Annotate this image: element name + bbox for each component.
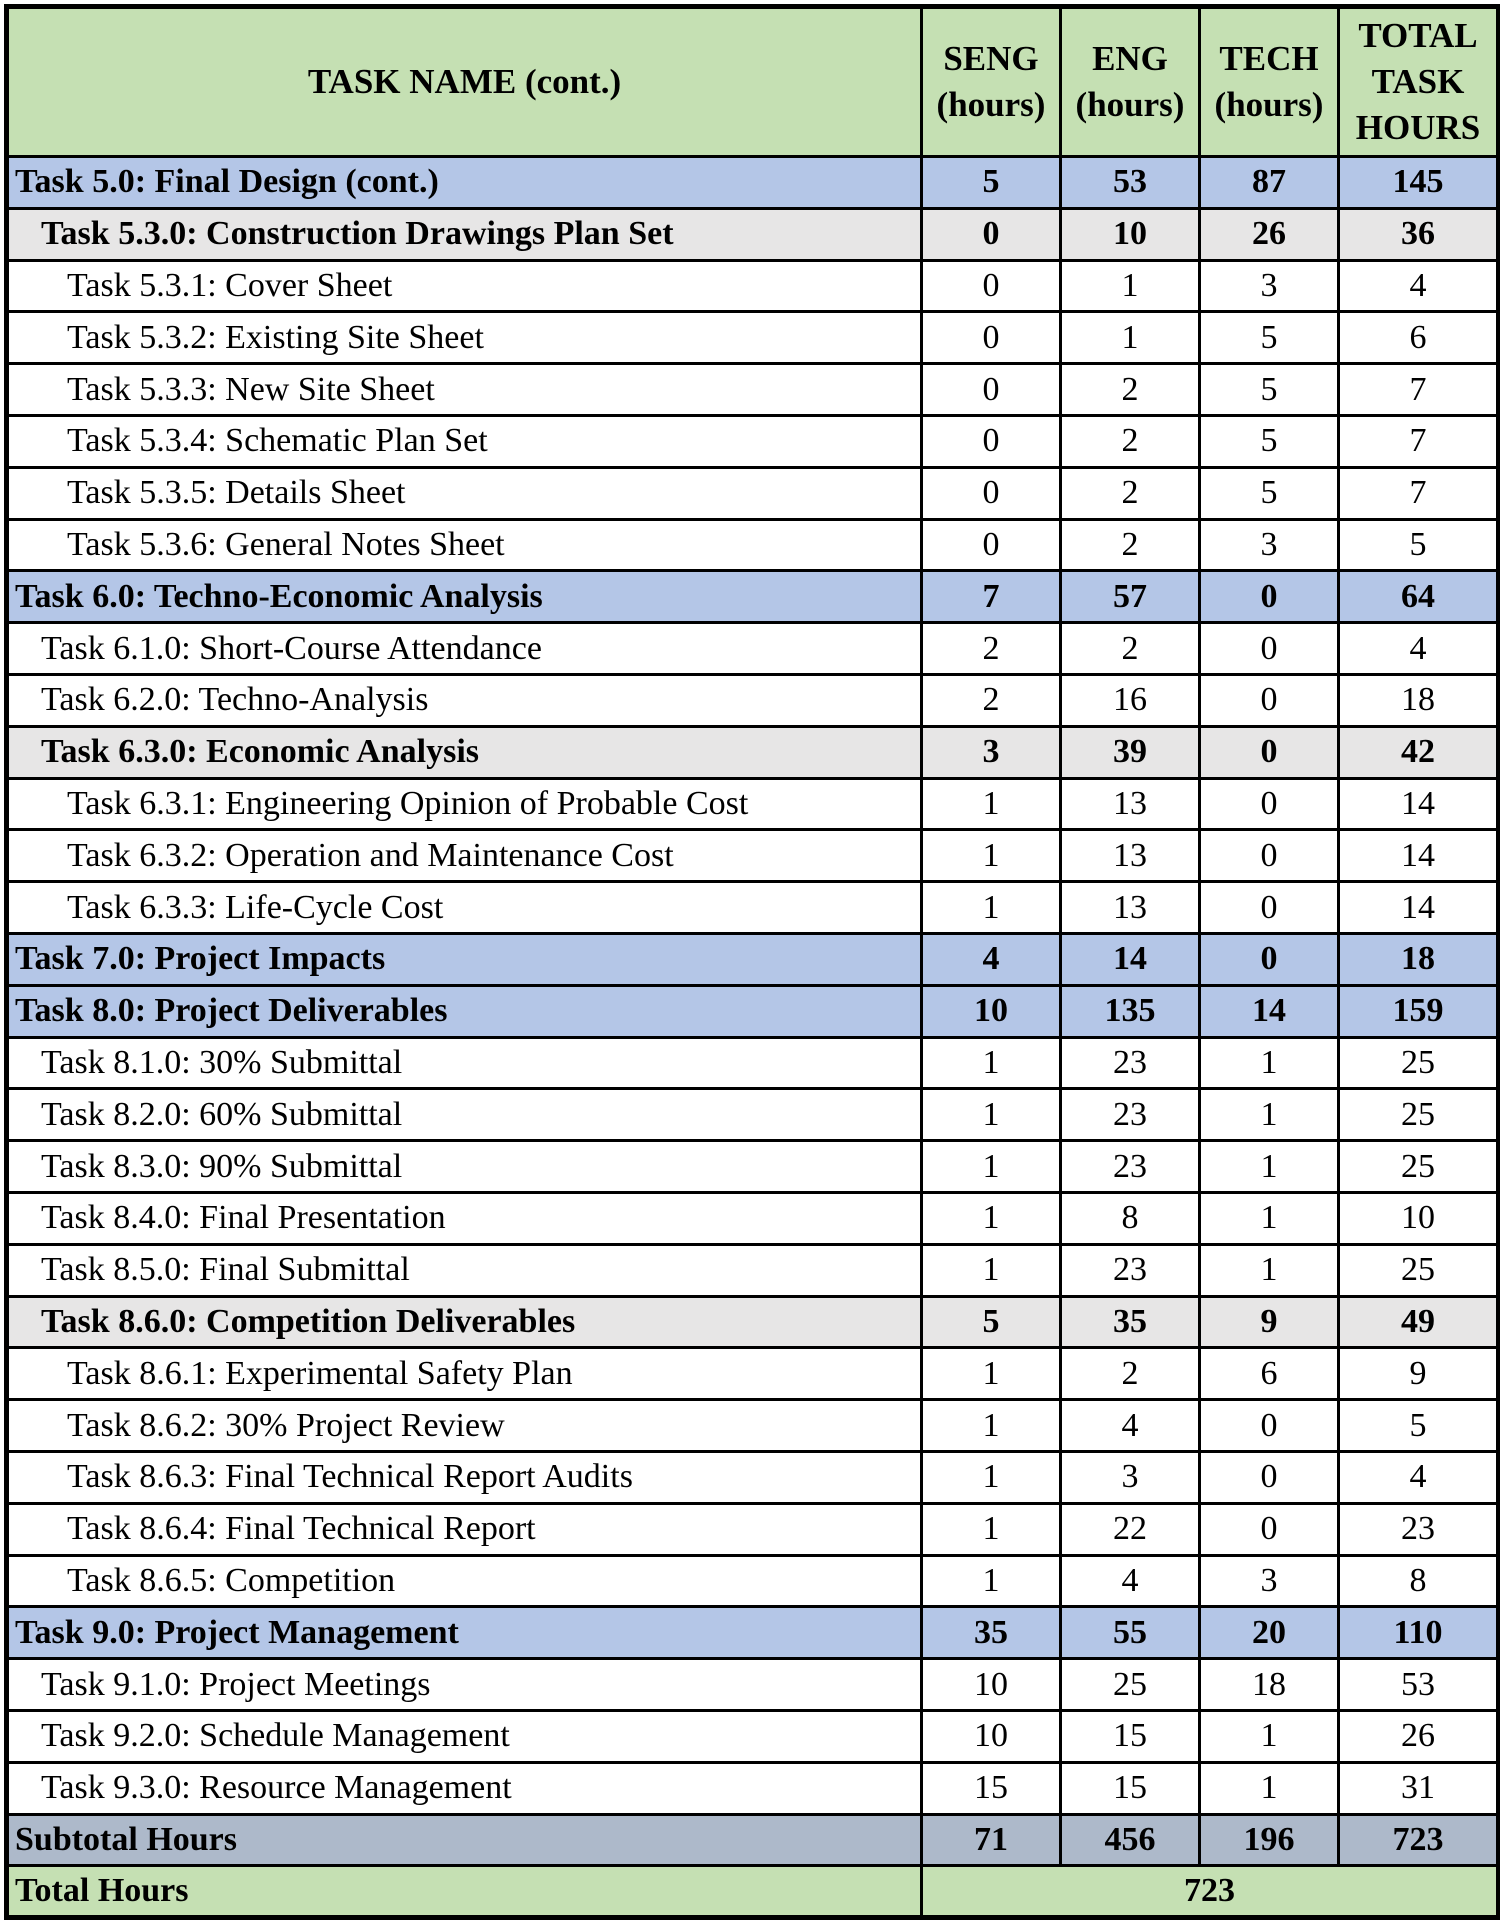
tech-hours-cell: 1: [1200, 1244, 1339, 1296]
seng-hours-cell: 1: [922, 1089, 1061, 1141]
tech-hours-cell: 18: [1200, 1659, 1339, 1711]
subtotal-row: [7, 1814, 1499, 1866]
tech-hours-cell: 5: [1200, 415, 1339, 467]
task-name-cell: Task 7.0: Project Impacts: [7, 933, 922, 985]
table-row: [7, 1451, 1499, 1503]
table-row: [7, 1710, 1499, 1762]
tech-hours-cell: 0: [1200, 1400, 1339, 1452]
task-name-cell: Task 8.4.0: Final Presentation: [7, 1192, 922, 1244]
seng-hours-cell: 1: [922, 778, 1061, 830]
header-row: [7, 7, 1499, 157]
total-hours-cell: 5: [1339, 519, 1499, 571]
tech-hours-cell: 5: [1200, 467, 1339, 519]
eng-hours-cell: 1: [1061, 312, 1200, 364]
header-tech: TECH (hours): [1200, 7, 1339, 157]
subtotal-total: 723: [1339, 1814, 1499, 1866]
total-hours-cell: 110: [1339, 1607, 1499, 1659]
total-hours-cell: 9: [1339, 1348, 1499, 1400]
eng-hours-cell: 135: [1061, 985, 1200, 1037]
task-name-cell: Task 5.3.4: Schematic Plan Set: [7, 415, 922, 467]
total-hours-cell: 6: [1339, 312, 1499, 364]
task-name-cell: Task 8.6.3: Final Technical Report Audits: [7, 1451, 922, 1503]
total-hours-cell: 25: [1339, 1141, 1499, 1193]
seng-hours-cell: 2: [922, 623, 1061, 675]
task-name-cell: Task 8.6.4: Final Technical Report: [7, 1503, 922, 1555]
seng-hours-cell: 0: [922, 312, 1061, 364]
eng-hours-cell: 14: [1061, 933, 1200, 985]
task-name-cell: Task 6.3.3: Life-Cycle Cost: [7, 882, 922, 934]
seng-hours-cell: 1: [922, 1192, 1061, 1244]
total-hours-cell: 4: [1339, 260, 1499, 312]
total-hours-cell: 18: [1339, 674, 1499, 726]
total-hours-cell: 14: [1339, 830, 1499, 882]
eng-hours-cell: 3: [1061, 1451, 1200, 1503]
total-hours-cell: 25: [1339, 1244, 1499, 1296]
seng-hours-cell: 1: [922, 1244, 1061, 1296]
eng-hours-cell: 2: [1061, 415, 1200, 467]
subtask-row: [7, 208, 1499, 260]
eng-hours-cell: 2: [1061, 1348, 1200, 1400]
table-row: [7, 467, 1499, 519]
eng-hours-cell: 13: [1061, 882, 1200, 934]
task-row: [7, 571, 1499, 623]
total-hours-cell: 10: [1339, 1192, 1499, 1244]
total-hours-cell: 159: [1339, 985, 1499, 1037]
eng-hours-cell: 23: [1061, 1037, 1200, 1089]
eng-hours-cell: 2: [1061, 364, 1200, 416]
seng-hours-cell: 5: [922, 1296, 1061, 1348]
seng-hours-cell: 10: [922, 1710, 1061, 1762]
eng-hours-cell: 23: [1061, 1244, 1200, 1296]
seng-hours-cell: 0: [922, 415, 1061, 467]
total-hours-cell: 42: [1339, 726, 1499, 778]
eng-hours-cell: 35: [1061, 1296, 1200, 1348]
task-name-cell: Task 5.3.5: Details Sheet: [7, 467, 922, 519]
subtotal-seng: 71: [922, 1814, 1061, 1866]
seng-hours-cell: 7: [922, 571, 1061, 623]
task-hours-table: [4, 4, 1500, 1920]
seng-hours-cell: 3: [922, 726, 1061, 778]
eng-hours-cell: 1: [1061, 260, 1200, 312]
seng-hours-cell: 0: [922, 519, 1061, 571]
eng-hours-cell: 2: [1061, 467, 1200, 519]
task-row: [7, 933, 1499, 985]
task-name-cell: Task 8.6.5: Competition: [7, 1555, 922, 1607]
table-row: [7, 1555, 1499, 1607]
seng-hours-cell: 1: [922, 1400, 1061, 1452]
eng-hours-cell: 15: [1061, 1762, 1200, 1814]
total-hours-cell: 7: [1339, 467, 1499, 519]
eng-hours-cell: 15: [1061, 1710, 1200, 1762]
seng-hours-cell: 0: [922, 364, 1061, 416]
task-name-cell: Task 8.1.0: 30% Submittal: [7, 1037, 922, 1089]
tech-hours-cell: 9: [1200, 1296, 1339, 1348]
eng-hours-cell: 55: [1061, 1607, 1200, 1659]
tech-hours-cell: 0: [1200, 1451, 1339, 1503]
table-row: [7, 623, 1499, 675]
eng-hours-cell: 13: [1061, 830, 1200, 882]
table-row: [7, 1762, 1499, 1814]
header-task-name: TASK NAME (cont.): [7, 7, 922, 157]
total-hours-cell: 14: [1339, 882, 1499, 934]
eng-hours-cell: 53: [1061, 157, 1200, 209]
tech-hours-cell: 0: [1200, 623, 1339, 675]
tech-hours-cell: 3: [1200, 260, 1339, 312]
task-name-cell: Task 5.3.3: New Site Sheet: [7, 364, 922, 416]
tech-hours-cell: 1: [1200, 1192, 1339, 1244]
seng-hours-cell: 1: [922, 1348, 1061, 1400]
task-name-cell: Task 5.3.1: Cover Sheet: [7, 260, 922, 312]
task-name-cell: Task 5.3.0: Construction Drawings Plan Set: [7, 208, 922, 260]
total-hours-cell: 53: [1339, 1659, 1499, 1711]
table-row: [7, 1348, 1499, 1400]
tech-hours-cell: 3: [1200, 519, 1339, 571]
table-row: [7, 1244, 1499, 1296]
seng-hours-cell: 1: [922, 1555, 1061, 1607]
tech-hours-cell: 1: [1200, 1710, 1339, 1762]
task-name-cell: Task 8.5.0: Final Submittal: [7, 1244, 922, 1296]
eng-hours-cell: 4: [1061, 1400, 1200, 1452]
table-row: [7, 415, 1499, 467]
task-rows: [7, 157, 1499, 1815]
tech-hours-cell: 5: [1200, 364, 1339, 416]
eng-hours-cell: 2: [1061, 623, 1200, 675]
eng-hours-cell: 16: [1061, 674, 1200, 726]
total-hours-cell: 31: [1339, 1762, 1499, 1814]
seng-hours-cell: 1: [922, 1037, 1061, 1089]
task-name-cell: Task 9.2.0: Schedule Management: [7, 1710, 922, 1762]
task-name-cell: Task 8.6.2: 30% Project Review: [7, 1400, 922, 1452]
total-value: 723: [922, 1866, 1499, 1918]
table-row: [7, 674, 1499, 726]
seng-hours-cell: 5: [922, 157, 1061, 209]
total-hours-cell: 14: [1339, 778, 1499, 830]
total-hours-cell: 26: [1339, 1710, 1499, 1762]
tech-hours-cell: 1: [1200, 1141, 1339, 1193]
tech-hours-cell: 3: [1200, 1555, 1339, 1607]
eng-hours-cell: 4: [1061, 1555, 1200, 1607]
tech-hours-cell: 1: [1200, 1762, 1339, 1814]
tech-hours-cell: 0: [1200, 882, 1339, 934]
eng-hours-cell: 39: [1061, 726, 1200, 778]
eng-hours-cell: 8: [1061, 1192, 1200, 1244]
eng-hours-cell: 10: [1061, 208, 1200, 260]
task-name-cell: Task 8.3.0: 90% Submittal: [7, 1141, 922, 1193]
seng-hours-cell: 1: [922, 830, 1061, 882]
task-name-cell: Task 5.0: Final Design (cont.): [7, 157, 922, 209]
total-hours-cell: 8: [1339, 1555, 1499, 1607]
eng-hours-cell: 25: [1061, 1659, 1200, 1711]
total-row: [7, 1866, 1499, 1918]
tech-hours-cell: 6: [1200, 1348, 1339, 1400]
subtask-row: [7, 1296, 1499, 1348]
tech-hours-cell: 1: [1200, 1037, 1339, 1089]
seng-hours-cell: 10: [922, 985, 1061, 1037]
total-hours-cell: 145: [1339, 157, 1499, 209]
table-row: [7, 1659, 1499, 1711]
seng-hours-cell: 10: [922, 1659, 1061, 1711]
task-name-cell: Task 9.0: Project Management: [7, 1607, 922, 1659]
total-hours-cell: 49: [1339, 1296, 1499, 1348]
task-name-cell: Task 6.3.1: Engineering Opinion of Probable Cost: [7, 778, 922, 830]
total-hours-cell: 18: [1339, 933, 1499, 985]
table-row: [7, 830, 1499, 882]
eng-hours-cell: 22: [1061, 1503, 1200, 1555]
total-hours-cell: 4: [1339, 623, 1499, 675]
header-eng: ENG (hours): [1061, 7, 1200, 157]
header-total-task-hours: TOTAL TASK HOURS: [1339, 7, 1499, 157]
seng-hours-cell: 0: [922, 467, 1061, 519]
table-row: [7, 1192, 1499, 1244]
table-row: [7, 1089, 1499, 1141]
task-name-cell: Task 8.6.1: Experimental Safety Plan: [7, 1348, 922, 1400]
tech-hours-cell: 0: [1200, 778, 1339, 830]
tech-hours-cell: 0: [1200, 1503, 1339, 1555]
seng-hours-cell: 1: [922, 1503, 1061, 1555]
task-row: [7, 985, 1499, 1037]
seng-hours-cell: 1: [922, 1451, 1061, 1503]
tech-hours-cell: 14: [1200, 985, 1339, 1037]
task-name-cell: Task 9.3.0: Resource Management: [7, 1762, 922, 1814]
task-name-cell: Task 8.0: Project Deliverables: [7, 985, 922, 1037]
task-row: [7, 157, 1499, 209]
task-name-cell: Task 6.0: Techno-Economic Analysis: [7, 571, 922, 623]
total-hours-cell: 25: [1339, 1037, 1499, 1089]
task-name-cell: Task 6.3.2: Operation and Maintenance Cost: [7, 830, 922, 882]
table-row: [7, 882, 1499, 934]
task-row: [7, 1607, 1499, 1659]
table-row: [7, 364, 1499, 416]
tech-hours-cell: 26: [1200, 208, 1339, 260]
table-row: [7, 1037, 1499, 1089]
total-hours-cell: 36: [1339, 208, 1499, 260]
total-hours-cell: 4: [1339, 1451, 1499, 1503]
tech-hours-cell: 87: [1200, 157, 1339, 209]
seng-hours-cell: 1: [922, 1141, 1061, 1193]
header-seng: SENG (hours): [922, 7, 1061, 157]
tech-hours-cell: 0: [1200, 726, 1339, 778]
tech-hours-cell: 0: [1200, 571, 1339, 623]
subtask-row: [7, 726, 1499, 778]
seng-hours-cell: 4: [922, 933, 1061, 985]
seng-hours-cell: 1: [922, 882, 1061, 934]
task-name-cell: Task 6.2.0: Techno-Analysis: [7, 674, 922, 726]
total-hours-cell: 64: [1339, 571, 1499, 623]
total-hours-cell: 7: [1339, 364, 1499, 416]
table-row: [7, 1503, 1499, 1555]
task-name-cell: Task 5.3.6: General Notes Sheet: [7, 519, 922, 571]
table-row: [7, 312, 1499, 364]
subtotal-tech: 196: [1200, 1814, 1339, 1866]
seng-hours-cell: 2: [922, 674, 1061, 726]
total-hours-cell: 23: [1339, 1503, 1499, 1555]
table-row: [7, 519, 1499, 571]
total-hours-cell: 25: [1339, 1089, 1499, 1141]
eng-hours-cell: 23: [1061, 1089, 1200, 1141]
table-row: [7, 778, 1499, 830]
task-name-cell: Task 6.3.0: Economic Analysis: [7, 726, 922, 778]
total-hours-cell: 5: [1339, 1400, 1499, 1452]
table-row: [7, 260, 1499, 312]
eng-hours-cell: 23: [1061, 1141, 1200, 1193]
subtotal-eng: 456: [1061, 1814, 1200, 1866]
seng-hours-cell: 35: [922, 1607, 1061, 1659]
eng-hours-cell: 13: [1061, 778, 1200, 830]
tech-hours-cell: 1: [1200, 1089, 1339, 1141]
task-name-cell: Task 8.6.0: Competition Deliverables: [7, 1296, 922, 1348]
task-name-cell: Task 5.3.2: Existing Site Sheet: [7, 312, 922, 364]
tech-hours-cell: 0: [1200, 674, 1339, 726]
eng-hours-cell: 2: [1061, 519, 1200, 571]
eng-hours-cell: 57: [1061, 571, 1200, 623]
seng-hours-cell: 15: [922, 1762, 1061, 1814]
table-row: [7, 1141, 1499, 1193]
tech-hours-cell: 0: [1200, 830, 1339, 882]
tech-hours-cell: 0: [1200, 933, 1339, 985]
seng-hours-cell: 0: [922, 260, 1061, 312]
total-label: Total Hours: [7, 1866, 922, 1918]
tech-hours-cell: 20: [1200, 1607, 1339, 1659]
task-name-cell: Task 6.1.0: Short-Course Attendance: [7, 623, 922, 675]
total-hours-cell: 7: [1339, 415, 1499, 467]
subtotal-label: Subtotal Hours: [7, 1814, 922, 1866]
task-name-cell: Task 9.1.0: Project Meetings: [7, 1659, 922, 1711]
table-row: [7, 1400, 1499, 1452]
tech-hours-cell: 5: [1200, 312, 1339, 364]
task-name-cell: Task 8.2.0: 60% Submittal: [7, 1089, 922, 1141]
seng-hours-cell: 0: [922, 208, 1061, 260]
